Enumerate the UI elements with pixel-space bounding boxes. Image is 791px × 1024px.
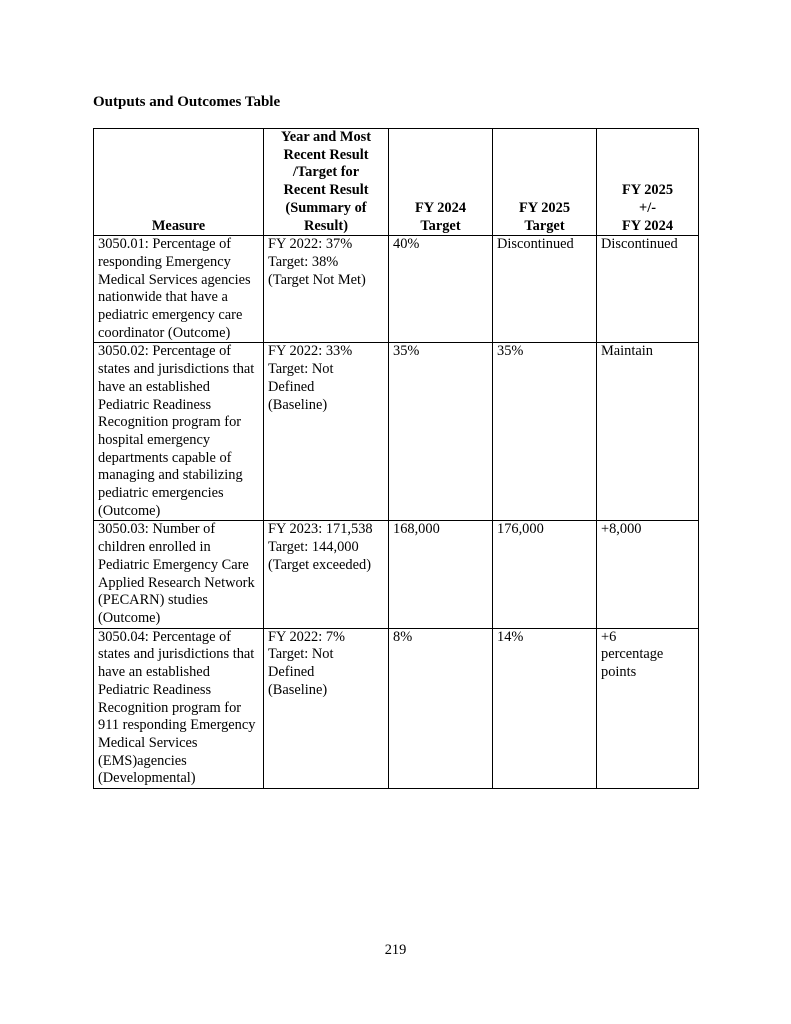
- cell-fy2024-target: 168,000: [389, 521, 493, 628]
- cell-recent-result: FY 2022: 33% Target: Not Defined (Baseline): [264, 343, 389, 521]
- header-recent-result: Year and Most Recent Result /Target for Recent Result (Summary of Result): [264, 129, 389, 236]
- table-row: [94, 343, 699, 521]
- header-fy2024-target: FY 2024 Target: [389, 129, 493, 236]
- table-row: [94, 628, 699, 788]
- cell-fy2025-target: 176,000: [493, 521, 597, 628]
- cell-change: +8,000: [597, 521, 699, 628]
- cell-fy2025-target: 35%: [493, 343, 597, 521]
- cell-change: Maintain: [597, 343, 699, 521]
- cell-fy2025-target: Discontinued: [493, 236, 597, 343]
- table-row: [94, 236, 699, 343]
- cell-measure: 3050.02: Percentage of states and jurisdictions that have an established Pediatric Readiness Recognition program for hospital emergency departments capable of managing and stabilizing pediatric emergencies (Outcome): [94, 343, 264, 521]
- cell-recent-result: FY 2023: 171,538 Target: 144,000 (Target exceeded): [264, 521, 389, 628]
- outputs-outcomes-table: [93, 128, 699, 789]
- section-title: Outputs and Outcomes Table: [93, 94, 281, 110]
- header-change: FY 2025 +/- FY 2024: [597, 129, 699, 236]
- cell-change: Discontinued: [597, 236, 699, 343]
- table-header-row: [94, 129, 699, 236]
- cell-recent-result: FY 2022: 37% Target: 38% (Target Not Met): [264, 236, 389, 343]
- header-measure: Measure: [94, 129, 264, 236]
- cell-recent-result: FY 2022: 7% Target: Not Defined (Baseline): [264, 628, 389, 788]
- cell-fy2024-target: 40%: [389, 236, 493, 343]
- header-fy2025-target: FY 2025 Target: [493, 129, 597, 236]
- cell-fy2024-target: 35%: [389, 343, 493, 521]
- page-number: 219: [384, 942, 407, 958]
- cell-measure: 3050.04: Percentage of states and jurisdictions that have an established Pediatric Readiness Recognition program for 911 responding Emergency Medical Services (EMS)agencies (Developmental): [94, 628, 264, 788]
- cell-measure: 3050.01: Percentage of responding Emergency Medical Services agencies nationwide that have a pediatric emergency care coordinator (Outcome): [94, 236, 264, 343]
- cell-fy2024-target: 8%: [389, 628, 493, 788]
- cell-measure: 3050.03: Number of children enrolled in Pediatric Emergency Care Applied Research Network (PECARN) studies (Outcome): [94, 521, 264, 628]
- cell-change: +6 percentage points: [597, 628, 699, 788]
- table-row: [94, 521, 699, 628]
- cell-fy2025-target: 14%: [493, 628, 597, 788]
